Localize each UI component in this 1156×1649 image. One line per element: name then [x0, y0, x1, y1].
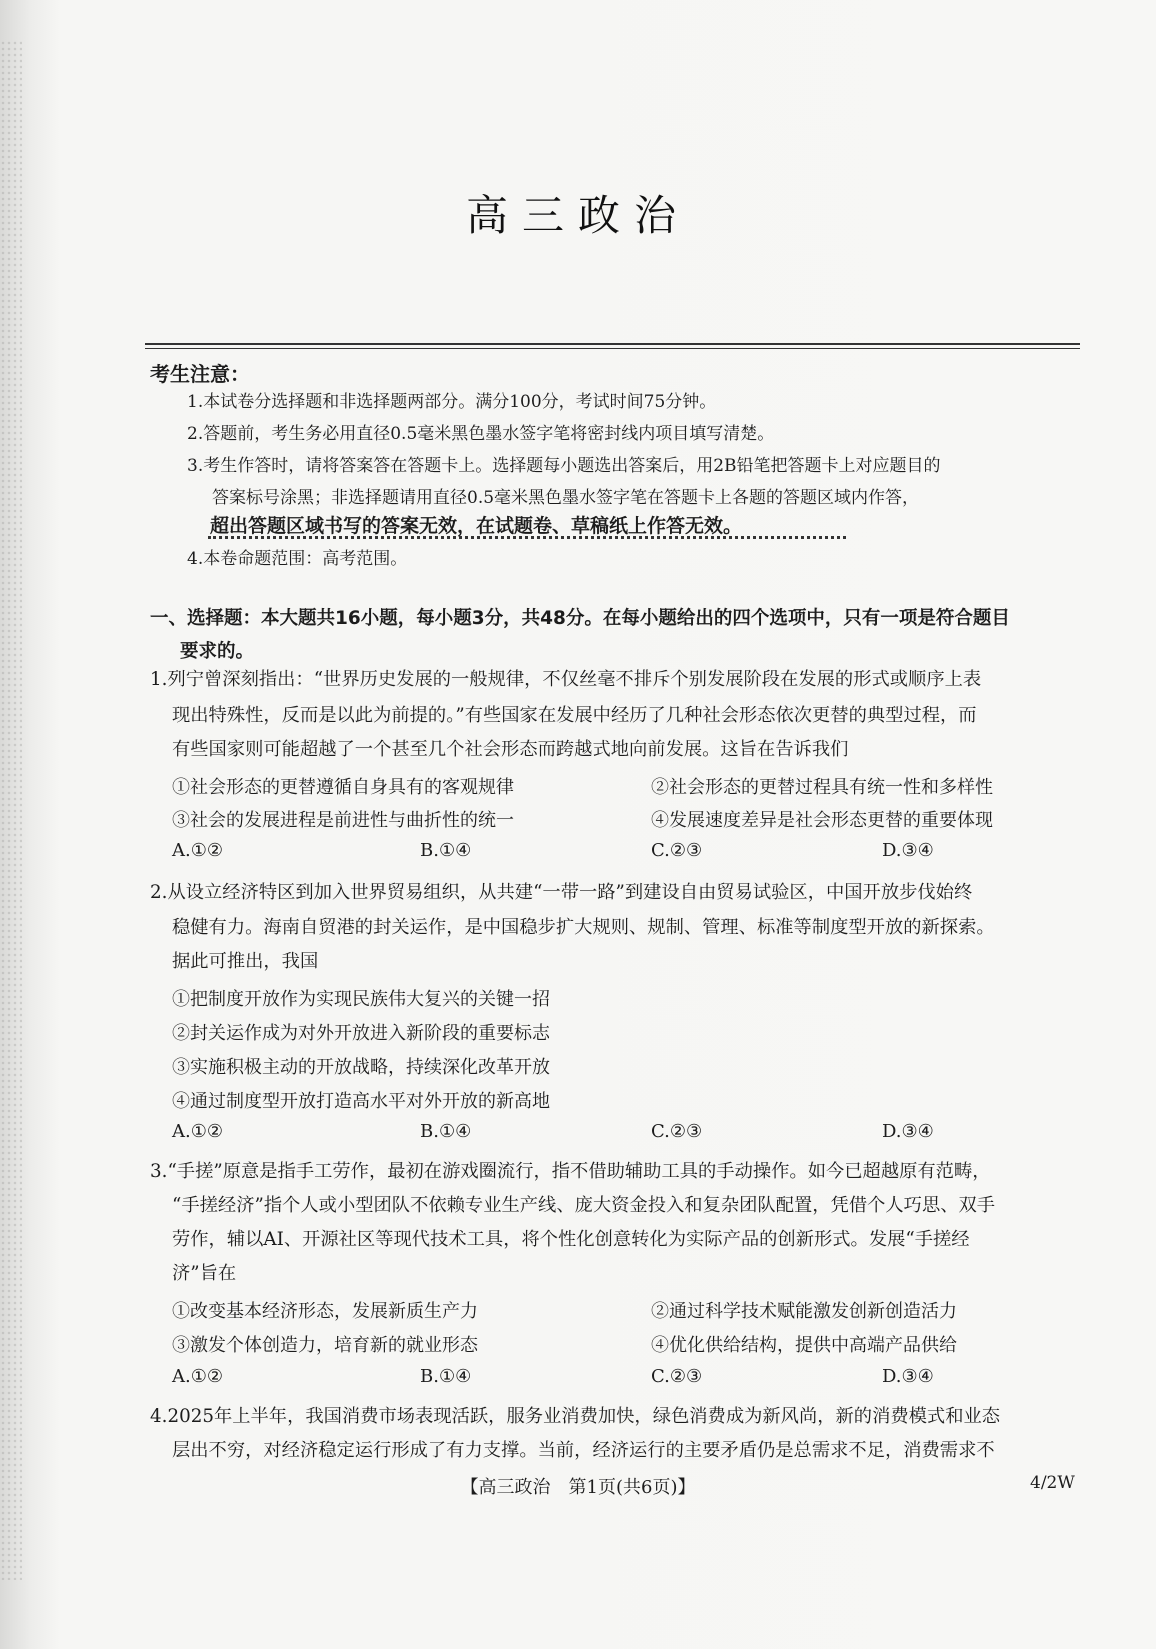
- notice-item-4: 4.本卷命题范围：高考范围。: [187, 549, 408, 569]
- paper-code: 4/2W: [1030, 1473, 1075, 1493]
- q1-choice-a[interactable]: A.①②: [172, 840, 223, 861]
- q2-statement-4: ④通过制度型开放打造高水平对外开放的新高地: [172, 1091, 550, 1112]
- q3-stem-line-4: 济”旨在: [172, 1263, 237, 1284]
- q2-stem-line-1: 2.从设立经济特区到加入世界贸易组织，从共建“一带一路”到建设自由贸易试验区，中国开放步伐始终: [150, 882, 973, 903]
- q4-stem-line-1: 4.2025年上半年，我国消费市场表现活跃，服务业消费加快，绿色消费成为新风尚，新的消费模式和业态: [150, 1406, 1001, 1427]
- q3-choice-a[interactable]: A.①②: [172, 1366, 223, 1387]
- q1-statement-4: ④发展速度差异是社会形态更替的重要体现: [651, 810, 993, 831]
- q2-choice-a[interactable]: A.①②: [172, 1121, 223, 1142]
- q1-choice-d[interactable]: D.③④: [882, 840, 934, 861]
- q3-stem-line-3: 劳作，辅以AI、开源社区等现代技术工具，将个性化创意转化为实际产品的创新形式。发展“手搓经: [172, 1229, 970, 1250]
- q1-statement-2: ②社会形态的更替过程具有统一性和多样性: [651, 777, 993, 798]
- q2-statement-2: ②封关运作成为对外开放进入新阶段的重要标志: [172, 1023, 550, 1044]
- page-footer: 【高三政治 第1页(共6页)】: [460, 1477, 696, 1498]
- q2-choice-d[interactable]: D.③④: [882, 1121, 934, 1142]
- q1-statement-1: ①社会形态的更替遵循自身具有的客观规律: [172, 777, 514, 798]
- q2-statement-3: ③实施积极主动的开放战略，持续深化改革开放: [172, 1057, 550, 1078]
- section-heading-cont: 要求的。: [180, 641, 255, 662]
- q2-statement-1: ①把制度开放作为实现民族伟大复兴的关键一招: [172, 989, 550, 1010]
- section-heading: 一、选择题：本大题共16小题，每小题3分，共48分。在每小题给出的四个选项中，只有一项是符合题目: [150, 608, 1010, 629]
- notice-heading: 考生注意：: [150, 362, 250, 386]
- q3-choice-c[interactable]: C.②③: [651, 1366, 703, 1387]
- q1-stem-line-2: 现出特殊性，反而是以此为前提的。”有些国家在发展中经历了几种社会形态依次更替的典型过程，而: [172, 705, 977, 726]
- q2-choice-c[interactable]: C.②③: [651, 1121, 703, 1142]
- q4-stem-line-2: 层出不穷，对经济稳定运行形成了有力支撑。当前，经济运行的主要矛盾仍是总需求不足，消费需求不: [172, 1440, 995, 1461]
- q2-stem-line-2: 稳健有力。海南自贸港的封关运作，是中国稳步扩大规则、规制、管理、标准等制度型开放的新探索。: [172, 917, 995, 938]
- scan-edge-shadow: [0, 40, 22, 1580]
- notice-item-3-cont: 答案标号涂黑；非选择题请用直径0.5毫米黑色墨水签字笔在答题卡上各题的答题区域内作答，: [212, 488, 920, 508]
- q3-statement-3: ③激发个体创造力，培育新的就业形态: [172, 1335, 478, 1356]
- notice-bold-warning: 超出答题区域书写的答案无效，在试题卷、草稿纸上作答无效。: [210, 515, 743, 537]
- notice-item-1: 1.本试卷分选择题和非选择题两部分。满分100分，考试时间75分钟。: [187, 392, 717, 412]
- q3-choice-d[interactable]: D.③④: [882, 1366, 934, 1387]
- q3-stem-line-1: 3.“手搓”原意是指手工劳作，最初在游戏圈流行，指不借助辅助工具的手动操作。如今已超越原有范畴，: [150, 1161, 991, 1182]
- q1-choice-c[interactable]: C.②③: [651, 840, 703, 861]
- header-divider-thin: [145, 348, 1080, 349]
- q3-statement-2: ②通过科学技术赋能激发创新创造活力: [651, 1301, 957, 1322]
- q3-statement-1: ①改变基本经济形态，发展新质生产力: [172, 1301, 478, 1322]
- q3-choice-b[interactable]: B.①④: [420, 1366, 472, 1387]
- q2-stem-line-3: 据此可推出，我国: [172, 951, 319, 972]
- q1-stem-line-1: 1.列宁曾深刻指出：“世界历史发展的一般规律，不仅丝毫不排斥个别发展阶段在发展的形式或顺序上表: [150, 669, 982, 690]
- q3-stem-line-2: “手搓经济”指个人或小型团队不依赖专业生产线、庞大资金投入和复杂团队配置，凭借个人巧思、双手: [172, 1195, 996, 1216]
- page-title: 高三政治: [465, 191, 690, 240]
- q1-statement-3: ③社会的发展进程是前进性与曲折性的统一: [172, 810, 514, 831]
- q3-statement-4: ④优化供给结构，提供中高端产品供给: [651, 1335, 957, 1356]
- q2-choice-b[interactable]: B.①④: [420, 1121, 472, 1142]
- notice-item-3: 3.考生作答时，请将答案答在答题卡上。选择题每小题选出答案后，用2B铅笔把答题卡上对应题目的: [187, 456, 941, 476]
- notice-item-2: 2.答题前，考生务必用直径0.5毫米黑色墨水签字笔将密封线内项目填写清楚。: [187, 424, 775, 444]
- header-divider: [145, 343, 1080, 345]
- q1-stem-line-3: 有些国家则可能超越了一个甚至几个社会形态而跨越式地向前发展。这旨在告诉我们: [172, 739, 849, 760]
- dotted-underline: [208, 536, 846, 539]
- q1-choice-b[interactable]: B.①④: [420, 840, 472, 861]
